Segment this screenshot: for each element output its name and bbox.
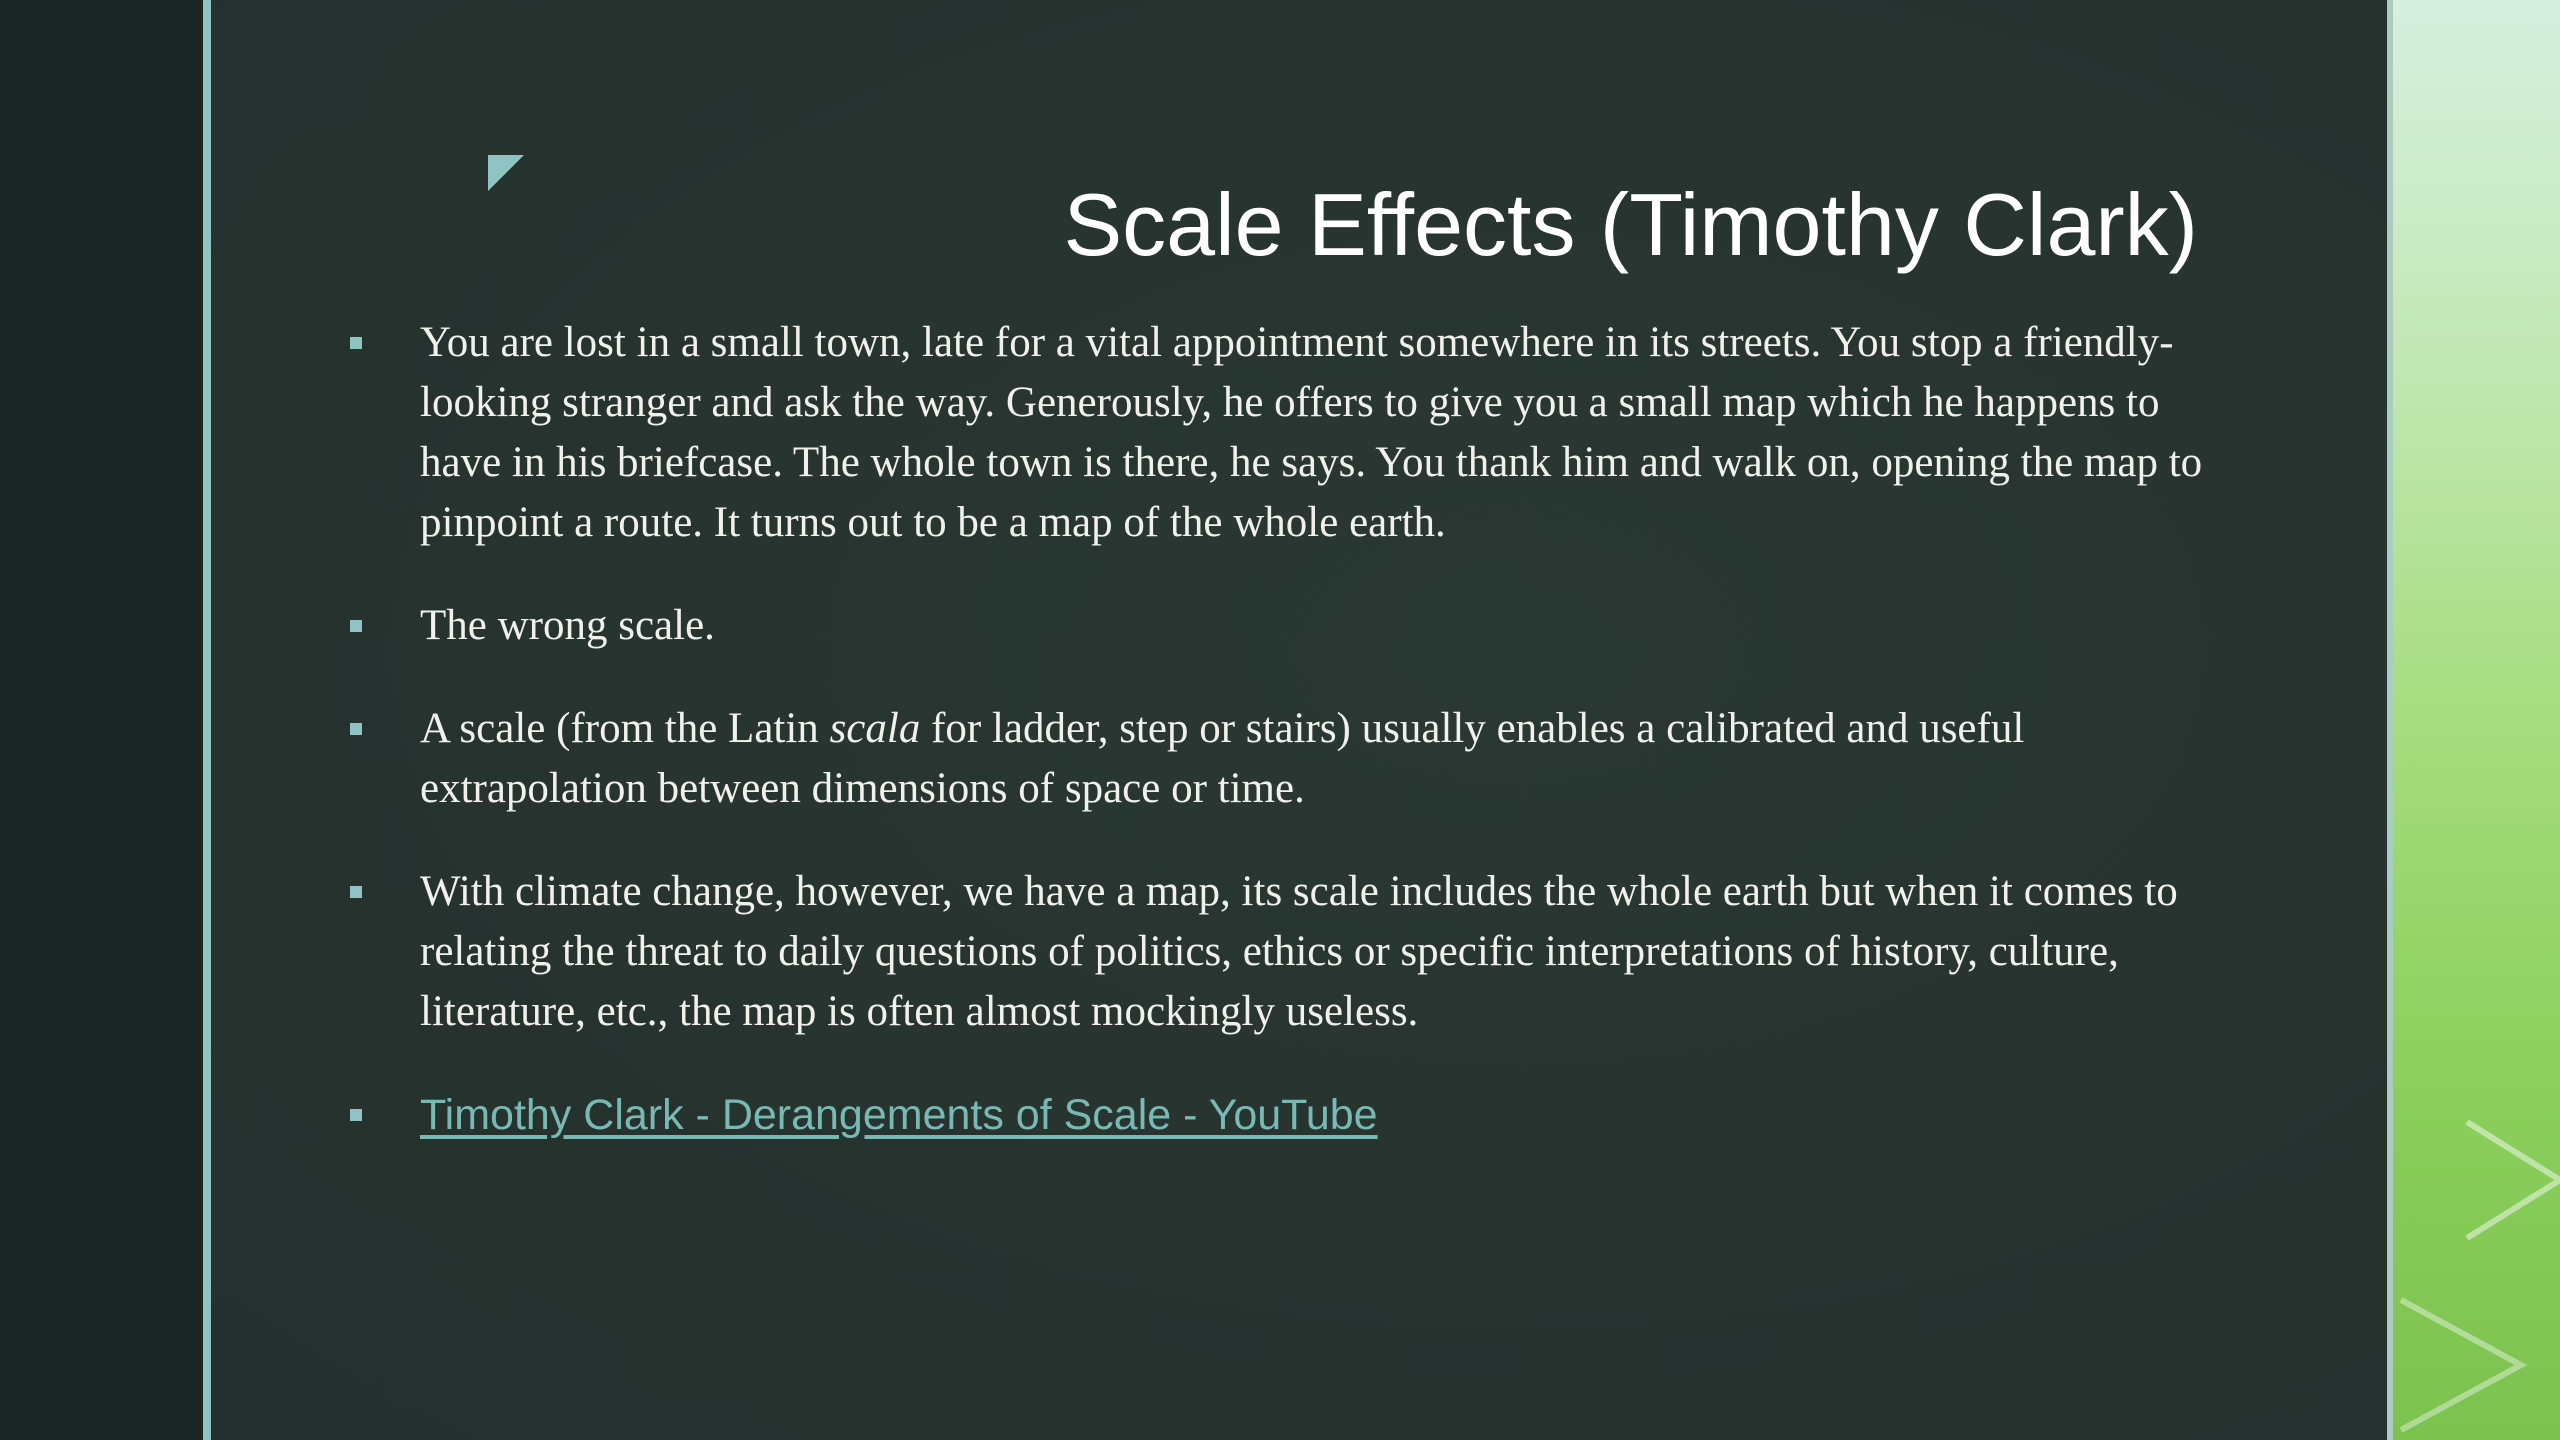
- corner-triangle-icon: [488, 155, 524, 191]
- bullet-text: You are lost in a small town, late for a vital appointment somewhere in its streets. You stop a friendly-looking stranger and ask the way. Generously, he offers to give you a small map which he happens to have in his briefcase. The whole town is there, he says. You thank him and walk on, opening the map to pinpoint a route. It turns out to be a map of the whole earth.: [420, 319, 2203, 546]
- bullet-text-after: for ladder, step or stairs) usually enables a calibrated and useful extrapolation between dimensions of space or time.: [420, 705, 2025, 812]
- chevron-right-outline-icon: [2393, 0, 2560, 1440]
- left-accent-rule: [203, 0, 211, 1440]
- right-decorative-band: [2393, 0, 2560, 1440]
- square-bullet-icon: [350, 337, 362, 349]
- left-margin-band: [0, 0, 203, 1440]
- square-bullet-icon: [350, 723, 362, 735]
- slide-title: Scale Effects (Timothy Clark): [1063, 175, 2198, 274]
- bullet-item-lost-in-town: [340, 313, 2220, 553]
- bullet-item-video-link: [340, 1085, 2220, 1146]
- bullet-item-climate-change: [340, 862, 2220, 1042]
- square-bullet-icon: [350, 620, 362, 632]
- bullet-list: [340, 313, 2220, 1189]
- bullet-text-italic-term: scala: [829, 705, 921, 752]
- bullet-text-before: A scale (from the Latin: [420, 705, 830, 752]
- bullet-item-scale-definition: [340, 699, 2220, 819]
- square-bullet-icon: [350, 886, 362, 898]
- square-bullet-icon: [350, 1109, 362, 1121]
- bullet-text: The wrong scale.: [420, 602, 715, 649]
- bullet-item-wrong-scale: [340, 596, 2220, 656]
- youtube-video-link[interactable]: Timothy Clark - Derangements of Scale - YouTube: [420, 1091, 1378, 1139]
- bullet-text: With climate change, however, we have a map, its scale includes the whole earth but when it comes to relating the threat to daily questions of politics, ethics or specific interpretations of history, culture, literature, etc., the map is often almost mockingly useless.: [420, 868, 2178, 1035]
